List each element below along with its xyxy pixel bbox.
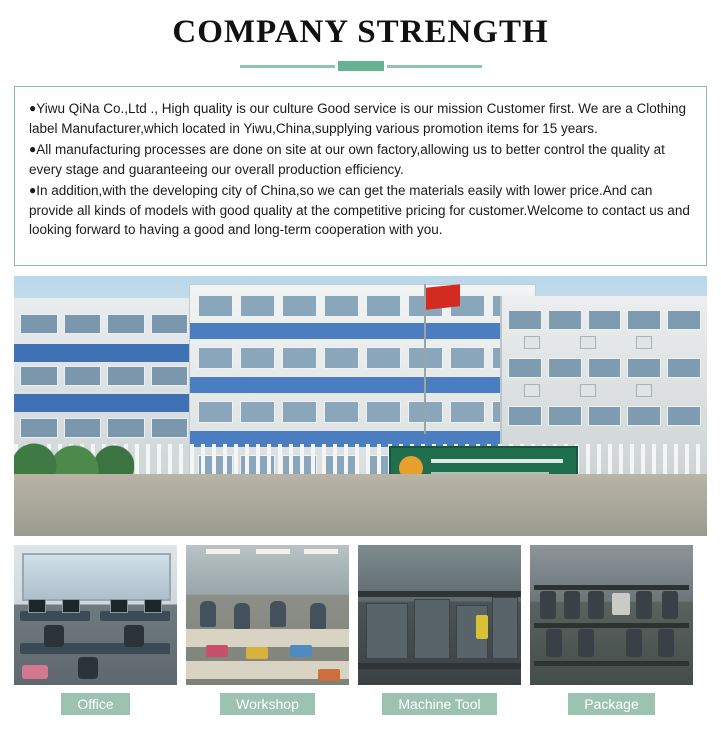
thumbnail-machine-tool[interactable]	[358, 545, 521, 685]
machine-unit-1	[366, 603, 408, 659]
package-bag-9	[658, 629, 674, 657]
air-conditioner-icon-4	[524, 384, 540, 397]
machine-unit-4	[492, 597, 518, 659]
caption-office	[14, 693, 177, 715]
gallery-thumbnails	[14, 545, 707, 685]
machine-rail-2	[358, 663, 521, 669]
caption-package	[530, 693, 693, 715]
main-building-window-row-3	[198, 401, 527, 423]
gallery-captions	[14, 693, 707, 715]
workshop-fabric-1	[206, 645, 228, 657]
air-conditioner-icon-1	[524, 336, 540, 349]
left-building-window-row-1	[20, 314, 188, 334]
package-box-light	[612, 593, 630, 615]
air-conditioner-icon-3	[636, 336, 652, 349]
description-paragraph-1	[29, 99, 692, 138]
office-chair-1	[44, 625, 64, 647]
machine-tool-scene	[358, 545, 521, 685]
bullet-icon-1: ●	[29, 101, 37, 115]
left-building-band-2	[14, 394, 194, 412]
package-bag-8	[626, 629, 642, 657]
left-building-window-row-2	[20, 366, 188, 386]
office-scene	[14, 545, 177, 685]
office-chair-3	[78, 657, 98, 679]
caption-label-workshop: Workshop	[220, 693, 315, 715]
workshop-scene	[186, 545, 349, 685]
office-desk-3	[20, 643, 170, 654]
thumbnail-workshop[interactable]	[186, 545, 349, 685]
machine-indicator-yellow	[476, 615, 488, 639]
title-divider	[0, 60, 721, 72]
description-text-1: Yiwu QiNa Co.,Ltd ., High quality is our culture Good service is our mission Customer first. We are a Clothing label Manufacturer,which located in Yiwu,China,supplying various promotion items for 15 years.	[29, 101, 687, 136]
air-conditioner-icon-5	[580, 384, 596, 397]
package-bag-2	[564, 591, 580, 619]
thumbnail-package[interactable]	[530, 545, 693, 685]
office-monitor-3	[110, 599, 128, 613]
workshop-fabric-2	[246, 647, 268, 659]
package-bag-6	[546, 629, 562, 657]
workshop-light-2	[256, 549, 290, 554]
bullet-icon-2: ●	[29, 142, 37, 156]
main-building-window-row-2	[198, 347, 527, 369]
package-bag-5	[662, 591, 678, 619]
package-shelf-1	[534, 585, 689, 590]
caption-workshop	[186, 693, 349, 715]
package-bag-4	[636, 591, 652, 619]
workshop-fabric-4	[318, 669, 340, 681]
divider-bar-center	[338, 61, 384, 71]
office-monitor-2	[62, 599, 80, 613]
workshop-fabric-3	[290, 645, 312, 657]
main-building-stripe-1	[190, 323, 535, 339]
workshop-light-1	[206, 549, 240, 554]
thumbnail-office[interactable]	[14, 545, 177, 685]
caption-label-machine-tool: Machine Tool	[382, 693, 496, 715]
right-building-window-row-2	[508, 358, 701, 378]
left-building-band-1	[14, 344, 194, 362]
main-building-window-row-1	[198, 295, 527, 317]
machine-unit-2	[414, 599, 450, 659]
package-shelf-3	[534, 661, 689, 666]
workshop-worker-1	[200, 601, 216, 627]
package-scene	[530, 545, 693, 685]
flag-icon	[426, 284, 460, 310]
company-description-box	[14, 86, 707, 266]
description-text-2: All manufacturing processes are done on site at our own factory,allowing us to better control the quality at every stage and guaranteeing our overall production efficiency.	[29, 142, 665, 177]
caption-label-office: Office	[61, 693, 129, 715]
left-building-window-row-3	[20, 418, 188, 438]
factory-building-photo	[14, 276, 707, 536]
workshop-worker-3	[270, 601, 286, 627]
office-item-pink	[22, 665, 48, 679]
main-building-stripe-2	[190, 377, 535, 393]
workshop-light-3	[304, 549, 338, 554]
ground	[14, 474, 707, 536]
right-building-window-row-1	[508, 310, 701, 330]
air-conditioner-icon-2	[580, 336, 596, 349]
workshop-worker-2	[234, 603, 250, 629]
package-bag-1	[540, 591, 556, 619]
signboard-line-1	[431, 459, 563, 463]
caption-machine-tool	[358, 693, 521, 715]
caption-label-package: Package	[568, 693, 654, 715]
page-title: COMPANY STRENGTH	[172, 14, 549, 50]
office-window	[22, 553, 171, 601]
divider-bar-right	[387, 65, 482, 68]
office-monitor-4	[144, 599, 162, 613]
bullet-icon-3: ●	[29, 183, 37, 197]
divider-bar-left	[240, 65, 335, 68]
package-bag-3	[588, 591, 604, 619]
description-paragraph-3	[29, 181, 692, 240]
package-shelf-2	[534, 623, 689, 628]
package-bag-7	[578, 629, 594, 657]
office-monitor-1	[28, 599, 46, 613]
workshop-worker-4	[310, 603, 326, 629]
right-building-window-row-3	[508, 406, 701, 426]
description-paragraph-2	[29, 140, 692, 179]
office-chair-2	[124, 625, 144, 647]
description-text-3: In addition,with the developing city of China,so we can get the materials easily with lower price.And can provide all kinds of models with good quality at the competitive pricing for customer.Welcome to contact us and looking forward to having a good and long-term cooperation with you.	[29, 183, 690, 237]
air-conditioner-icon-6	[636, 384, 652, 397]
